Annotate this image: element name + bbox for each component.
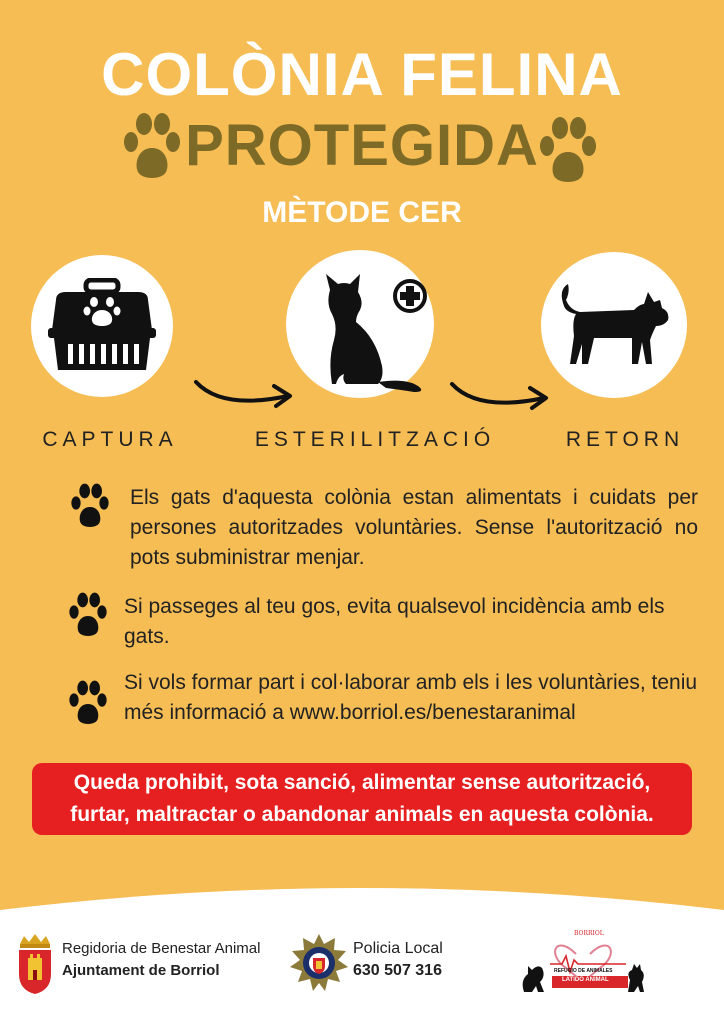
step-circle-captura	[31, 255, 173, 397]
step-label-retorn: RETORN	[565, 428, 685, 451]
step-label-esterilitzacio: ESTERILITZACIÓ	[254, 428, 496, 451]
policia-badge-icon	[290, 934, 348, 992]
step-circle-retorn	[541, 252, 687, 398]
warning-line-2: furtar, maltractar o abandonar animals en aquesta colònia.	[70, 803, 654, 826]
paw-icon	[70, 483, 110, 531]
title-protegida: PROTEGIDA	[185, 113, 539, 178]
warning-banner	[32, 763, 692, 835]
borriol-crest-icon	[16, 934, 54, 996]
bullet-item-colonia	[70, 483, 700, 573]
arrow-icon-1	[192, 376, 298, 412]
walking-cat-icon	[554, 280, 674, 370]
paw-icon	[68, 680, 108, 728]
refugio-logo-mid: REFUGIO DE ANIMALES	[554, 968, 613, 974]
ajuntament-label: Ajuntament de Borriol	[62, 962, 220, 979]
policia-label: Policia Local	[353, 940, 443, 957]
pet-carrier-icon	[46, 278, 158, 374]
refugio-logo-top: BORRIOL	[574, 930, 604, 937]
warning-line-1: Queda prohibit, sota sanció, alimentar sense autorització,	[73, 771, 651, 794]
footer	[0, 880, 724, 1024]
refugio-logo-bottom: LATIDO ANIMAL	[562, 977, 609, 983]
regidoria-label: Regidoria de Benestar Animal	[62, 940, 261, 957]
sitting-cat-medical-icon	[286, 250, 434, 398]
subtitle-metode-cer: MÈTODE CER	[262, 196, 462, 229]
bullet-text: Si passeges al teu gos, evita qualsevol incidència amb els gats.	[124, 595, 665, 648]
step-circle-esterilitzacio	[286, 250, 434, 398]
step-label-captura: CAPTURA	[42, 428, 178, 451]
paw-icon	[68, 592, 108, 640]
bullet-text: Si vols formar part i col·laborar amb els i les voluntàries, teniu més informació a www.borriol.es/benestaranimal	[124, 671, 698, 724]
title-colonia-felina: COLÒNIA FELINA	[101, 41, 623, 108]
policia-phone: 630 507 316	[353, 962, 442, 979]
bullet-text: Els gats d'aquesta colònia estan alimentats i cuidats per persones autoritzades voluntàries. Sense l'autorització no pots subministrar menjar.	[130, 486, 698, 569]
bullet-item-voluntaries	[68, 668, 698, 728]
arrow-icon-2	[448, 378, 554, 414]
paw-icon-right	[540, 116, 596, 188]
bullet-item-gos	[68, 592, 698, 652]
